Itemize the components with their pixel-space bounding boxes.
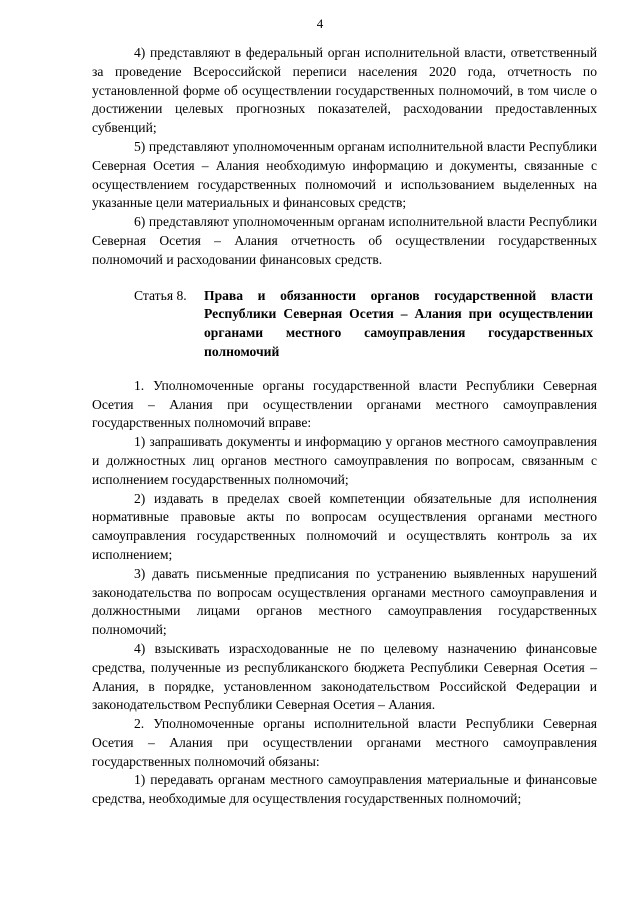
- paragraph-clause-1-item-1: 1) запрашивать документы и информацию у органов местного самоуправления и должностных лиц органов местного самоуправления по вопросам, связанным с исполнением государственных полномочий;: [92, 434, 597, 487]
- paragraph-clause-1-item-4: 4) взыскивать израсходованные не по целевому назначению финансовые средства, полученные из республиканского бюджета Республики Северная Осетия – Алания, в порядке, установленном законодательством Российской Федерации и законодательством Республики Северная Осетия – Алания.: [92, 640, 597, 713]
- article-label: Статья 8.: [134, 287, 187, 303]
- paragraph-clause-1-item-3: 3) давать письменные предписания по устранению выявленных нарушений законодательства по вопросам осуществления органами местного самоуправления и должностными лицами органов местного самоуправления государственных полномочий;: [92, 565, 597, 638]
- paragraph-clause-2-item-1: 1) передавать органам местного самоуправления материальные и финансовые средства, необходимые для осуществления государственных полномочий;: [92, 772, 597, 807]
- paragraph-clause-2: 2. Уполномоченные органы исполнительной власти Республики Северная Осетия – Алания при осуществлении органами местного самоуправления государственных полномочий обязаны:: [92, 716, 597, 769]
- paragraph-item-6: 6) представляют уполномоченным органам исполнительной власти Республики Северная Осетия – Алания отчетность об осуществлении государственных полномочий и расходовании финансовых средств.: [92, 214, 597, 267]
- page-number: 4: [316, 16, 324, 31]
- article-title: Права и обязанности органов государственной власти Республики Северная Осетия – Алания при осуществлении органами местного самоуправления государственных полномочий: [204, 287, 593, 359]
- paragraph-clause-1-item-2: 2) издавать в пределах своей компетенции обязательные для исполнения нормативные правовые акты по вопросам осуществления органами местного самоуправления государственных полномочий и осуществлять контроль за их исполнением;: [92, 490, 597, 562]
- paragraph-item-5: 5) представляют уполномоченным органам исполнительной власти Республики Северная Осетия – Алания необходимую информацию и документы, связанные с осуществлением государственных полномочий и использованием выделенных на указанные цели материальных и финансовых средств;: [92, 138, 597, 211]
- document-body: [92, 44, 597, 809]
- paragraph-clause-1: 1. Уполномоченные органы государственной власти Республики Северная Осетия – Алания при осуществлении органами местного самоуправления государственных полномочий вправе:: [92, 377, 597, 431]
- paragraph-item-4: 4) представляют в федеральный орган исполнительной власти, ответственный за проведение Всероссийской переписи населения 2020 года, отчетность по установленной форме об осуществлении государственных полномочий, в том числе о достижении целевых прогнозных показателей, расходовании предоставленных субвенций;: [92, 45, 597, 136]
- article-heading: [92, 287, 597, 362]
